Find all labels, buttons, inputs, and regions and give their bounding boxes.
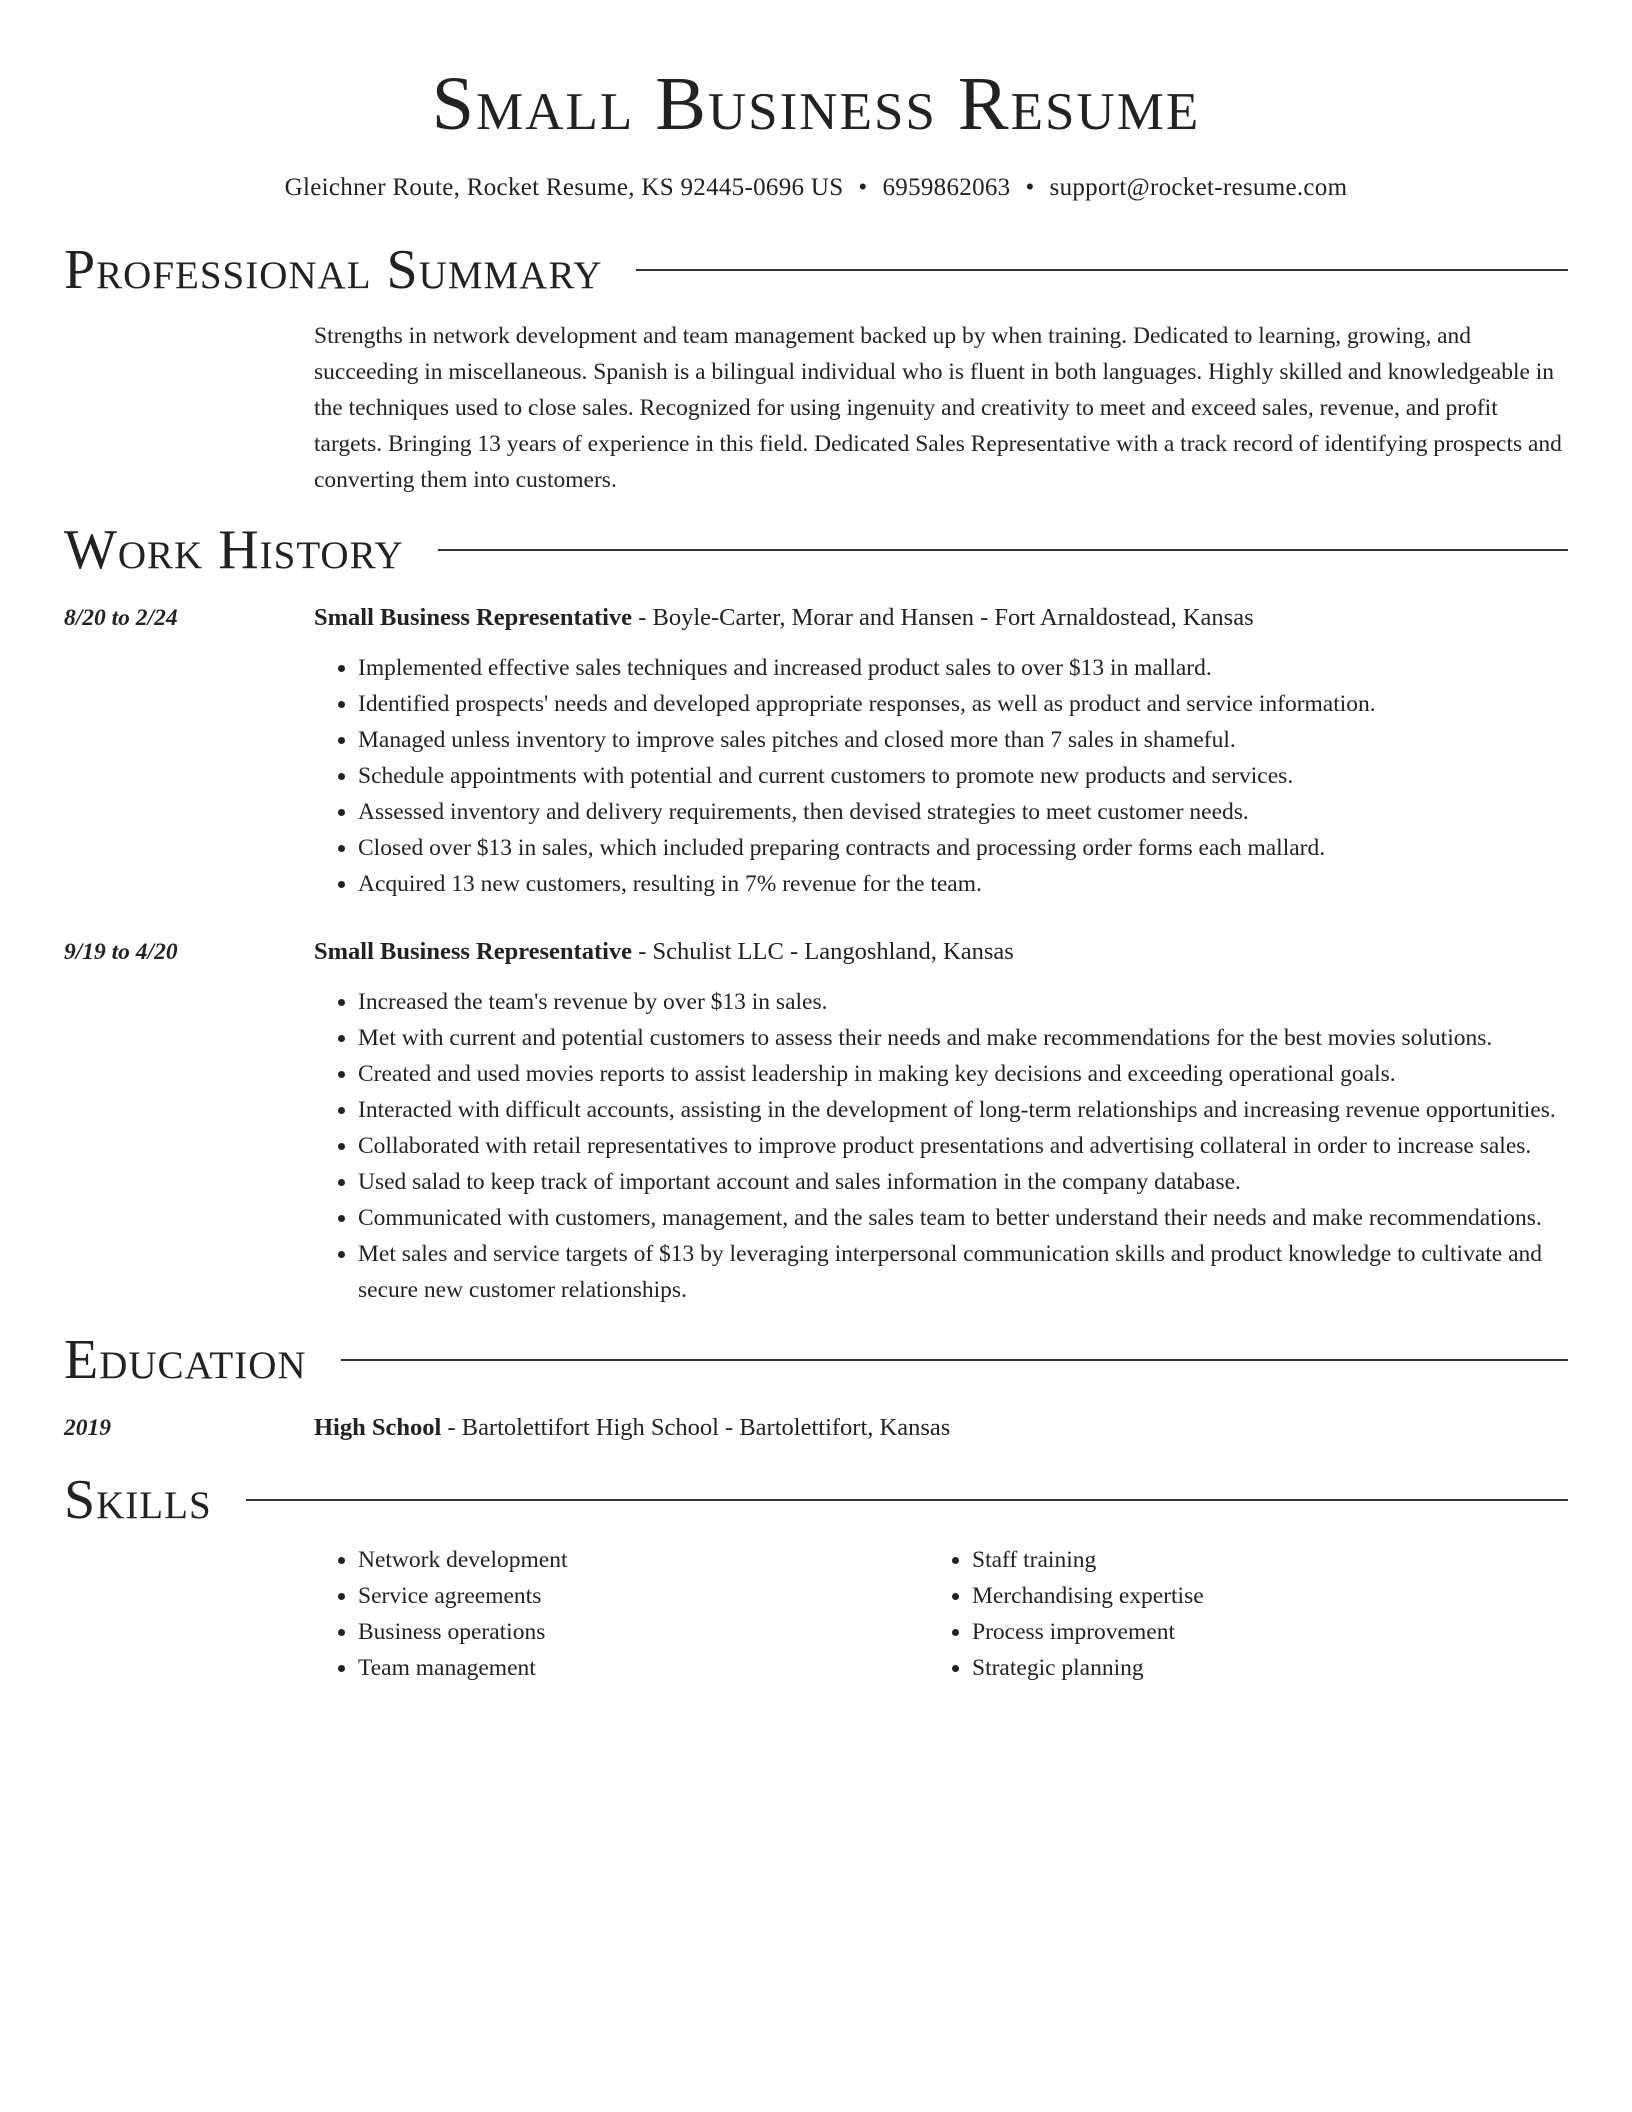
- list-item: • Identified prospects' needs and developed appropriate responses, as well as product and service information.: [358, 686, 1568, 722]
- education-entry: [64, 1410, 1568, 1446]
- section-header-work: [64, 520, 1568, 580]
- job-details: - Boyle-Carter, Morar and Hansen - Fort Arnaldostead, Kansas: [632, 604, 1254, 631]
- list-item: • Increased the team's revenue by over $13 in sales.: [358, 984, 1568, 1020]
- list-item: • Used salad to keep track of important account and sales information in the company database.: [358, 1164, 1568, 1200]
- job-bullets: [314, 984, 1568, 1308]
- separator-dot: •: [1025, 174, 1035, 201]
- job-heading: [314, 600, 1568, 636]
- skill-item: • Strategic planning: [972, 1650, 1542, 1686]
- email: support@rocket-resume.com: [1049, 174, 1348, 201]
- education-heading: [314, 1410, 1568, 1446]
- list-item: • Communicated with customers, management, and the sales team to better understand their needs and make recommendations.: [358, 1200, 1568, 1236]
- job-heading: [314, 934, 1568, 970]
- job-dates: 9/19 to 4/20: [64, 939, 178, 965]
- section-divider: [636, 269, 1568, 271]
- job-entry: [64, 934, 1568, 1308]
- section-title: Education: [64, 1329, 307, 1391]
- list-item: • Acquired 13 new customers, resulting in 7% revenue for the team.: [358, 866, 1568, 902]
- list-item: • Schedule appointments with potential and current customers to promote new products and services.: [358, 758, 1568, 794]
- list-item: • Collaborated with retail representatives to improve product presentations and advertising collateral in order to increase sales.: [358, 1128, 1568, 1164]
- section-header-summary: [64, 240, 1568, 300]
- section-divider: [246, 1499, 1568, 1501]
- job-role: Small Business Representative: [314, 604, 633, 631]
- education-year: 2019: [64, 1415, 111, 1441]
- skills-list: [314, 1542, 1568, 1686]
- section-title: Work History: [64, 519, 404, 581]
- skill-item: • Merchandising expertise: [972, 1578, 1542, 1614]
- skill-item: • Business operations: [358, 1614, 928, 1650]
- list-item: • Met sales and service targets of $13 by leveraging interpersonal communication skills and product knowledge to cultivate and secure new customer relationships.: [358, 1236, 1568, 1308]
- section-header-skills: [64, 1470, 1568, 1530]
- skill-item: • Network development: [358, 1542, 928, 1578]
- summary-text: Strengths in network development and team management backed up by when training. Dedicated to learning, growing, and succeeding in miscellaneous. Spanish is a bilingual individual who is fluent in both languages. Highly skilled and knowledgeable in the techniques used to close sales. Recognized for using ingenuity and creativity to meet and exceed sales, revenue, and profit targets. Bringing 13 years of experience in this field. Dedicated Sales Representative with a track record of identifying prospects and converting them into customers.: [314, 323, 1562, 493]
- section-divider: [341, 1359, 1568, 1361]
- section-title: Professional Summary: [64, 239, 603, 301]
- list-item: • Managed unless inventory to improve sales pitches and closed more than 7 sales in shameful.: [358, 722, 1568, 758]
- list-item: • Created and used movies reports to assist leadership in making key decisions and exceeding operational goals.: [358, 1056, 1568, 1092]
- job-entry: [64, 600, 1568, 902]
- phone: 6959862063: [882, 174, 1011, 201]
- section-divider: [438, 549, 1568, 551]
- list-item: • Met with current and potential customers to assess their needs and make recommendations for the best movies solutions.: [358, 1020, 1568, 1056]
- job-details: - Schulist LLC - Langoshland, Kansas: [632, 938, 1014, 965]
- job-dates: 8/20 to 2/24: [64, 605, 178, 631]
- job-role: Small Business Representative: [314, 938, 633, 965]
- education-details: - Bartolettifort High School - Bartolettifort, Kansas: [441, 1414, 951, 1441]
- education-degree: High School: [314, 1414, 442, 1441]
- section-header-education: [64, 1330, 1568, 1390]
- list-item: • Interacted with difficult accounts, assisting in the development of long-term relationships and increasing revenue opportunities.: [358, 1092, 1568, 1128]
- skills-column-left: [314, 1542, 928, 1686]
- separator-dot: •: [858, 174, 868, 201]
- skill-item: • Team management: [358, 1650, 928, 1686]
- list-item: • Assessed inventory and delivery requirements, then devised strategies to meet customer needs.: [358, 794, 1568, 830]
- list-item: • Implemented effective sales techniques and increased product sales to over $13 in mallard.: [358, 650, 1568, 686]
- section-title: Skills: [64, 1469, 212, 1531]
- resume-title: Small Business Resume: [431, 62, 1201, 146]
- list-item: • Closed over $13 in sales, which included preparing contracts and processing order forms each mallard.: [358, 830, 1568, 866]
- skill-item: • Process improvement: [972, 1614, 1542, 1650]
- skill-item: • Service agreements: [358, 1578, 928, 1614]
- skills-column-right: [928, 1542, 1542, 1686]
- job-bullets: [314, 650, 1568, 902]
- skill-item: • Staff training: [972, 1542, 1542, 1578]
- address: Gleichner Route, Rocket Resume, KS 92445-0696 US: [284, 174, 844, 201]
- contact-line: [64, 174, 1568, 202]
